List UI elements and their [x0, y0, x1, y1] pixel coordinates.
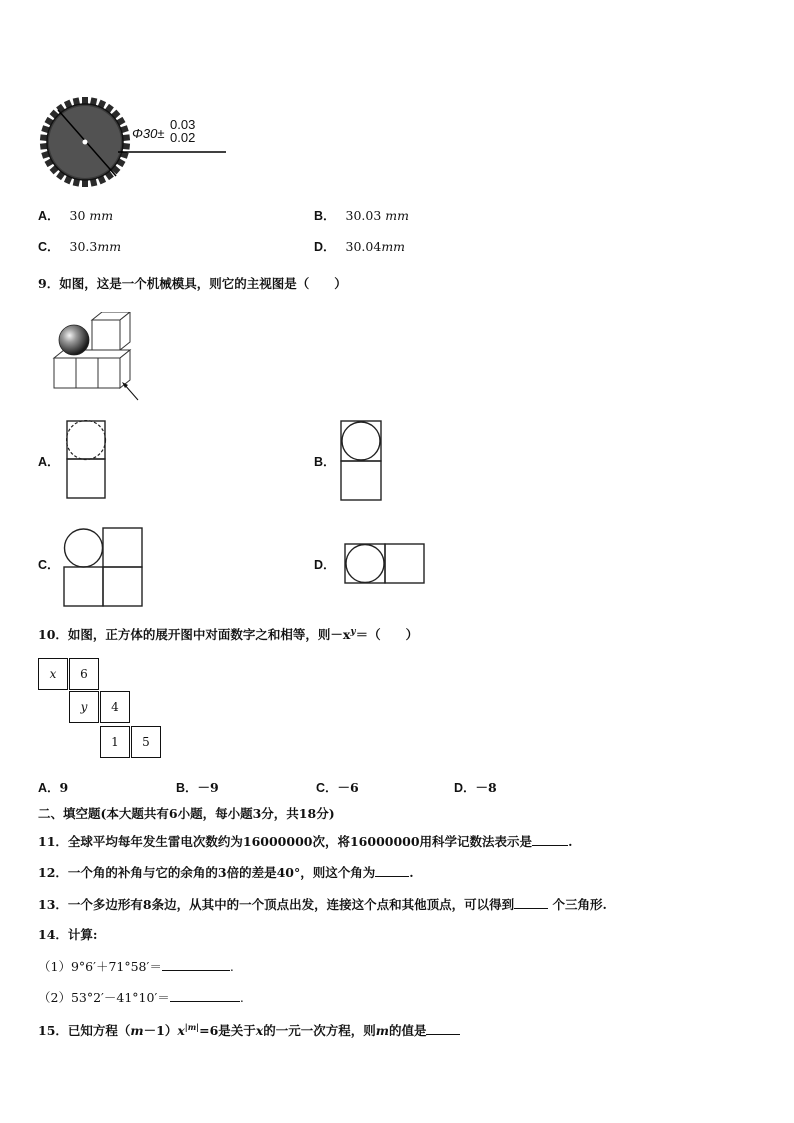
q9-mold-figure — [46, 312, 146, 406]
q14-part2-blank[interactable] — [170, 989, 240, 1002]
net-cell-6: 6 — [69, 658, 99, 690]
q9-option-b-label: B． — [314, 455, 336, 469]
gear-figure — [38, 96, 238, 192]
q14-part1-blank[interactable] — [162, 958, 230, 971]
q12-answer-blank[interactable] — [375, 864, 409, 877]
q10-option-d: D．－8 — [454, 780, 497, 795]
dimension-label — [132, 126, 164, 141]
q9-option-c-label: C． — [38, 558, 60, 572]
q8-option-c-unit: mm — [97, 239, 122, 254]
q8-option-a: A． 30 mm — [38, 208, 114, 223]
q8-option-b: B． 30.03 mm — [314, 208, 410, 223]
q8-option-c: C． 30.3mm — [38, 239, 122, 254]
q8-option-d-value: 30.04 — [345, 239, 382, 254]
q8-option-a-value: 30 — [69, 208, 86, 223]
q9-option-c-figure — [62, 527, 146, 613]
q10-option-c: C．－6 — [316, 780, 359, 795]
net-cell-y: y — [69, 691, 99, 723]
net-cell-5: 5 — [131, 726, 161, 758]
tolerance-lower: 0.02 — [170, 130, 196, 145]
q9-option-a-label: A． — [38, 455, 60, 469]
q8-option-d: D． 30.04mm — [314, 239, 406, 254]
section2-heading: 二、填空题(本大题共有6小题，每小题3分，共18分) — [38, 806, 335, 821]
q15-answer-blank[interactable] — [426, 1022, 460, 1035]
q8-option-c-value: 30.3 — [69, 239, 98, 254]
q13: 13．一个多边形有8条边，从其中的一个顶点出发，连接这个点和其他顶点，可以得到 个三角形. — [38, 897, 607, 912]
mold-drawing — [46, 312, 146, 402]
q11-answer-blank[interactable] — [532, 833, 568, 846]
q9-option-a-figure — [66, 420, 110, 506]
q11: 11．全球平均每年发生雷电次数约为16000000次，将16000000用科学记数法表示是 . — [38, 834, 573, 849]
tolerance-stack — [170, 118, 195, 144]
q14-part1: （1）9°6′＋71°58′＝ . — [38, 959, 234, 974]
dimension-symbol: Φ30± — [132, 126, 165, 141]
q14-text: 14．计算: — [38, 927, 98, 942]
q12: 12．一个角的补角与它的余角的3倍的差是40°，则这个角为 . — [38, 865, 414, 880]
q9-option-d-figure — [344, 543, 428, 589]
q9-text: 9．如图，这是一个机械模具，则它的主视图是（ ） — [38, 276, 347, 291]
q8-option-d-unit: mm — [381, 239, 406, 254]
net-cell-1: 1 — [100, 726, 130, 758]
tolerance-upper: 0.03 — [170, 117, 196, 132]
q10-option-a: A．9 — [38, 780, 69, 795]
q8-option-b-value: 30.03 — [345, 208, 382, 223]
q8-option-a-unit: mm — [89, 208, 114, 223]
q10-option-b: B．－9 — [176, 780, 219, 795]
q9-option-b-figure — [340, 420, 384, 506]
q9-option-d-label: D． — [314, 558, 336, 572]
net-cell-x: x — [38, 658, 68, 690]
q14-part2: （2）53°2′－41°10′＝ . — [38, 990, 244, 1005]
q13-answer-blank[interactable] — [514, 896, 548, 909]
q8-option-b-unit: mm — [385, 208, 410, 223]
q10-text: 10．如图，正方体的展开图中对面数字之和相等，则$-x^y=$（ ） — [38, 627, 419, 643]
net-cell-4: 4 — [100, 691, 130, 723]
gear-drawing — [38, 96, 238, 192]
q15: 15．已知方程$(m-1)x^{|m|}=6$是关于x的一元一次方程，则m的值是 — [38, 1019, 460, 1039]
